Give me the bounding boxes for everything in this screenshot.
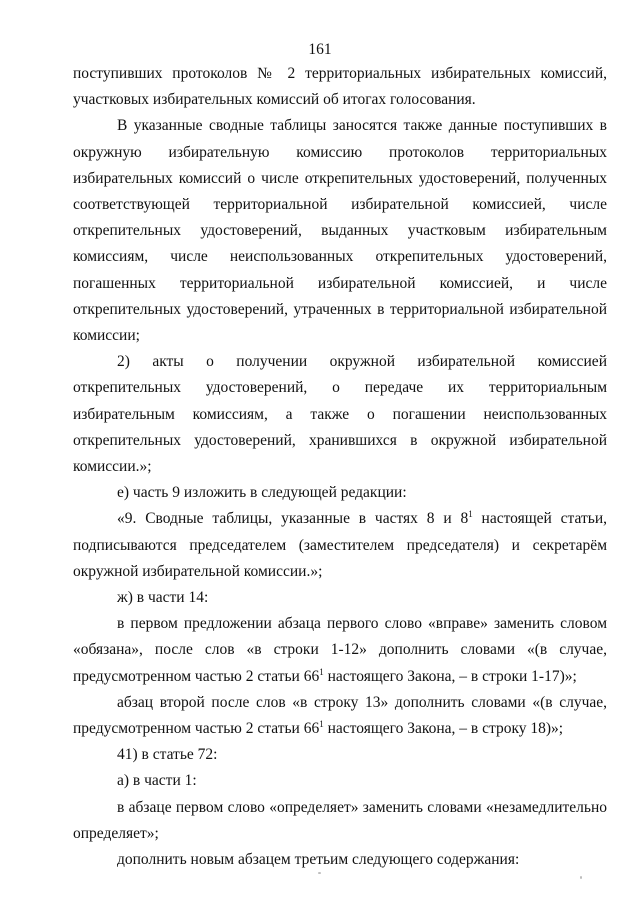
text-run: настоящей статьи, подписываются председателем (заместителем председателя) и секретарём окружной избирательной комиссии.»; [73, 510, 608, 580]
page-number: 161 [308, 41, 332, 58]
scan-speck [580, 876, 582, 879]
text-run: настоящего Закона, – в строки 1-17)»; [323, 667, 577, 685]
scan-speck [318, 872, 321, 874]
paragraph [73, 847, 607, 873]
text-run: ж) в части 14: [117, 589, 209, 607]
paragraph [73, 61, 607, 113]
document-body [73, 61, 607, 873]
paragraph [73, 480, 607, 506]
superscript: 1 [468, 509, 473, 520]
paragraph [73, 690, 607, 742]
text-run: настоящего Закона, – в строку 18)»; [323, 720, 564, 738]
text-run: е) часть 9 изложить в следующей редакции: [117, 484, 407, 502]
text-run: 41) в статье 72: [117, 746, 218, 764]
paragraph [73, 611, 607, 690]
paragraph [73, 349, 607, 480]
paragraph [73, 795, 607, 847]
text-run: а) в части 1: [117, 772, 197, 790]
text-run: дополнить новым абзацем третьим следующего содержания: [117, 851, 520, 869]
paragraph [73, 585, 607, 611]
paragraph [73, 742, 607, 768]
superscript: 1 [319, 666, 324, 677]
text-run: 2) акты о получении окружной избирательной комиссией открепительных удостоверений, о передаче их территориальным избирательным комиссиям, а также о погашении неиспользованных открепительных удостоверений, хранившихся в окружной избирательной комиссии.»; [73, 353, 607, 476]
superscript: 1 [319, 719, 324, 730]
text-run: в первом предложении абзаца первого слово «вправе» заменить словом «обязана», после слов «в строки 1-12» дополнить словами «(в случае, предусмотренном частью 2 статьи 66 [73, 615, 607, 685]
text-run: в абзаце первом слово «определяет» заменить словами «незамедлительно определяет»; [73, 798, 607, 842]
text-run: В указанные сводные таблицы заносятся также данные поступивших в окружную избирательную комиссию протоколов территориальных избирательных комиссий о числе открепительных удостоверений, полученных соответствующей территориальной избирательной комиссией, числе открепительных удостоверений, выданных участковым избирательным комиссиям, числе неиспользованных открепительных удостоверений, погашенных территориальной избирательной комиссией, и числе открепительных удостоверений, утраченных в территориальной избирательной комиссии; [73, 117, 607, 345]
paragraph [73, 506, 607, 585]
text-run: поступивших протоколов № 2 территориальных избирательных комиссий, участковых избирательных комиссий об итогах голосования. [73, 65, 607, 109]
paragraph [73, 768, 607, 794]
text-run: «9. Сводные таблицы, указанные в частях 8 и 8 [117, 510, 469, 528]
paragraph [73, 113, 607, 349]
text-run: абзац второй после слов «в строку 13» дополнить словами «(в случае, предусмотренном частью 2 статьи 66 [73, 693, 607, 738]
